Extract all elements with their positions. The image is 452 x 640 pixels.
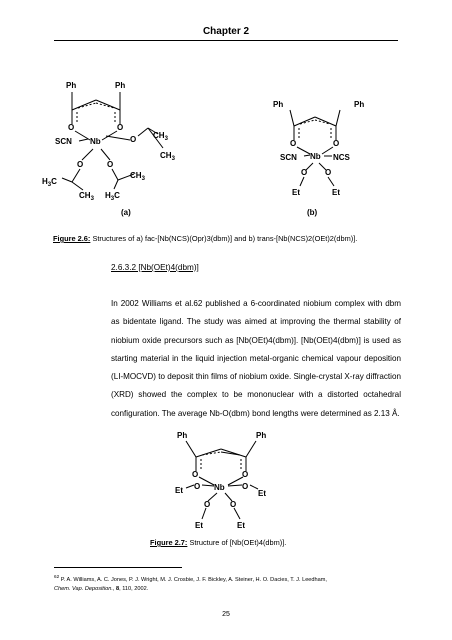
ph-label: Ph — [273, 100, 284, 109]
figure-2-7-caption-label: Figure 2.7: — [150, 538, 188, 547]
o-label: O — [117, 123, 124, 132]
footnote-journal: Chem. Vap. Deposition. — [54, 586, 113, 593]
scn-label: SCN — [55, 137, 72, 146]
et-label: Et — [292, 188, 300, 197]
et-label: Et — [258, 489, 266, 498]
footnote-volume: 8 — [115, 586, 120, 593]
figure-label-b: (b) — [307, 208, 318, 217]
header-rule — [54, 40, 398, 41]
figure-2-6-caption — [53, 234, 357, 243]
o-label: O — [333, 139, 340, 148]
o-label: O — [204, 500, 211, 509]
o-label: O — [77, 160, 84, 169]
structure-b — [270, 90, 390, 200]
chapter-header: Chapter 2 — [202, 26, 250, 37]
ph-label: Ph — [354, 100, 365, 109]
o-label: O — [230, 500, 237, 509]
et-label: Et — [332, 188, 340, 197]
ch3-label: $CH_3$ — [79, 191, 94, 202]
nb-label: Nb — [214, 483, 225, 492]
o-label: O — [242, 482, 249, 491]
o-label: O — [301, 168, 308, 177]
ph-label: Ph — [177, 431, 188, 440]
ch3-label: $CH_3$ — [160, 151, 175, 162]
o-label: O — [130, 135, 137, 144]
h3c-label: $H_3C$ — [42, 177, 57, 188]
figure-2-6-caption-label: Figure 2.6: — [53, 234, 91, 243]
figure-2-7-caption-text: Structure of [Nb(OEt)4(dbm)]. — [189, 538, 287, 547]
o-label: O — [325, 168, 332, 177]
footnote-rule — [54, 567, 182, 568]
figure-2-6-caption-text: Structures of a) fac-[Nb(NCS)(Opr)3(dbm)] and b) trans-[Nb(NCS)2(OEt)2(dbm)]. — [92, 234, 358, 243]
et-label: Et — [195, 521, 203, 530]
footnote-number: 62 — [54, 574, 60, 579]
figure-label-a: (a) — [121, 208, 131, 217]
section-heading: 2.6.3.2 [Nb(OEt)4(dbm)] — [111, 263, 199, 272]
o-label: O — [194, 482, 201, 491]
et-label: Et — [175, 486, 183, 495]
ncs-label: NCS — [333, 153, 350, 162]
nb-label: Nb — [310, 152, 321, 161]
ch3-label: $CH_3$ — [130, 171, 145, 182]
o-label: O — [192, 470, 199, 479]
nb-label: Nb — [90, 137, 101, 146]
footnote-pages: 110, 2002. — [122, 586, 149, 593]
section-paragraph: In 2002 Williams et al.62 published a 6-coordinated niobium complex with dbm as bidentate ligand. The study was aimed at improving the thermal stability of niobium oxide precursors such as [Nb(OEt)4(dbm)]. [Nb(OEt)4(dbm)] is used as starting material in the liquid injection metal-organic chemical vapour deposition (LI-MOCVD) to deposit thin films of niobium oxide. Single-crystal X-ray diffraction (XRD) showed the complex to be mononuclear with a distorted octahedral configuration. The average Nb-O(dbm) bond lengths were determined as 2.13 Å. — [111, 299, 401, 418]
structure-a — [42, 70, 200, 205]
o-label: O — [290, 139, 297, 148]
o-label: O — [68, 123, 75, 132]
figure-2-7-caption — [150, 538, 286, 547]
o-label: O — [107, 160, 114, 169]
ch3-label: $CH_3$ — [153, 131, 168, 142]
footnote: $^{62}$ P. A. Williams, A. C. Jones, P. J. Wright, M. J. Crosbie, J. F. Bickley, A. Steiner, H. O. Dacies, T. J. Leedham, Chem. Vap. Deposition., 8, 110, 2002. — [54, 574, 327, 593]
ph-label: Ph — [256, 431, 267, 440]
scn-label: SCN — [280, 153, 297, 162]
ph-label: Ph — [66, 81, 77, 90]
et-label: Et — [237, 521, 245, 530]
structure-nb-oet4-dbm — [170, 425, 290, 535]
h3c-label: $H_3C$ — [105, 191, 120, 202]
footnote-authors: P. A. Williams, A. C. Jones, P. J. Wright, M. J. Crosbie, J. F. Bickley, A. Steiner, H. O. Dacies, T. J. Leedham, — [60, 576, 327, 583]
ph-label: Ph — [115, 81, 126, 90]
page-number: 25 — [222, 611, 230, 618]
o-label: O — [242, 470, 249, 479]
